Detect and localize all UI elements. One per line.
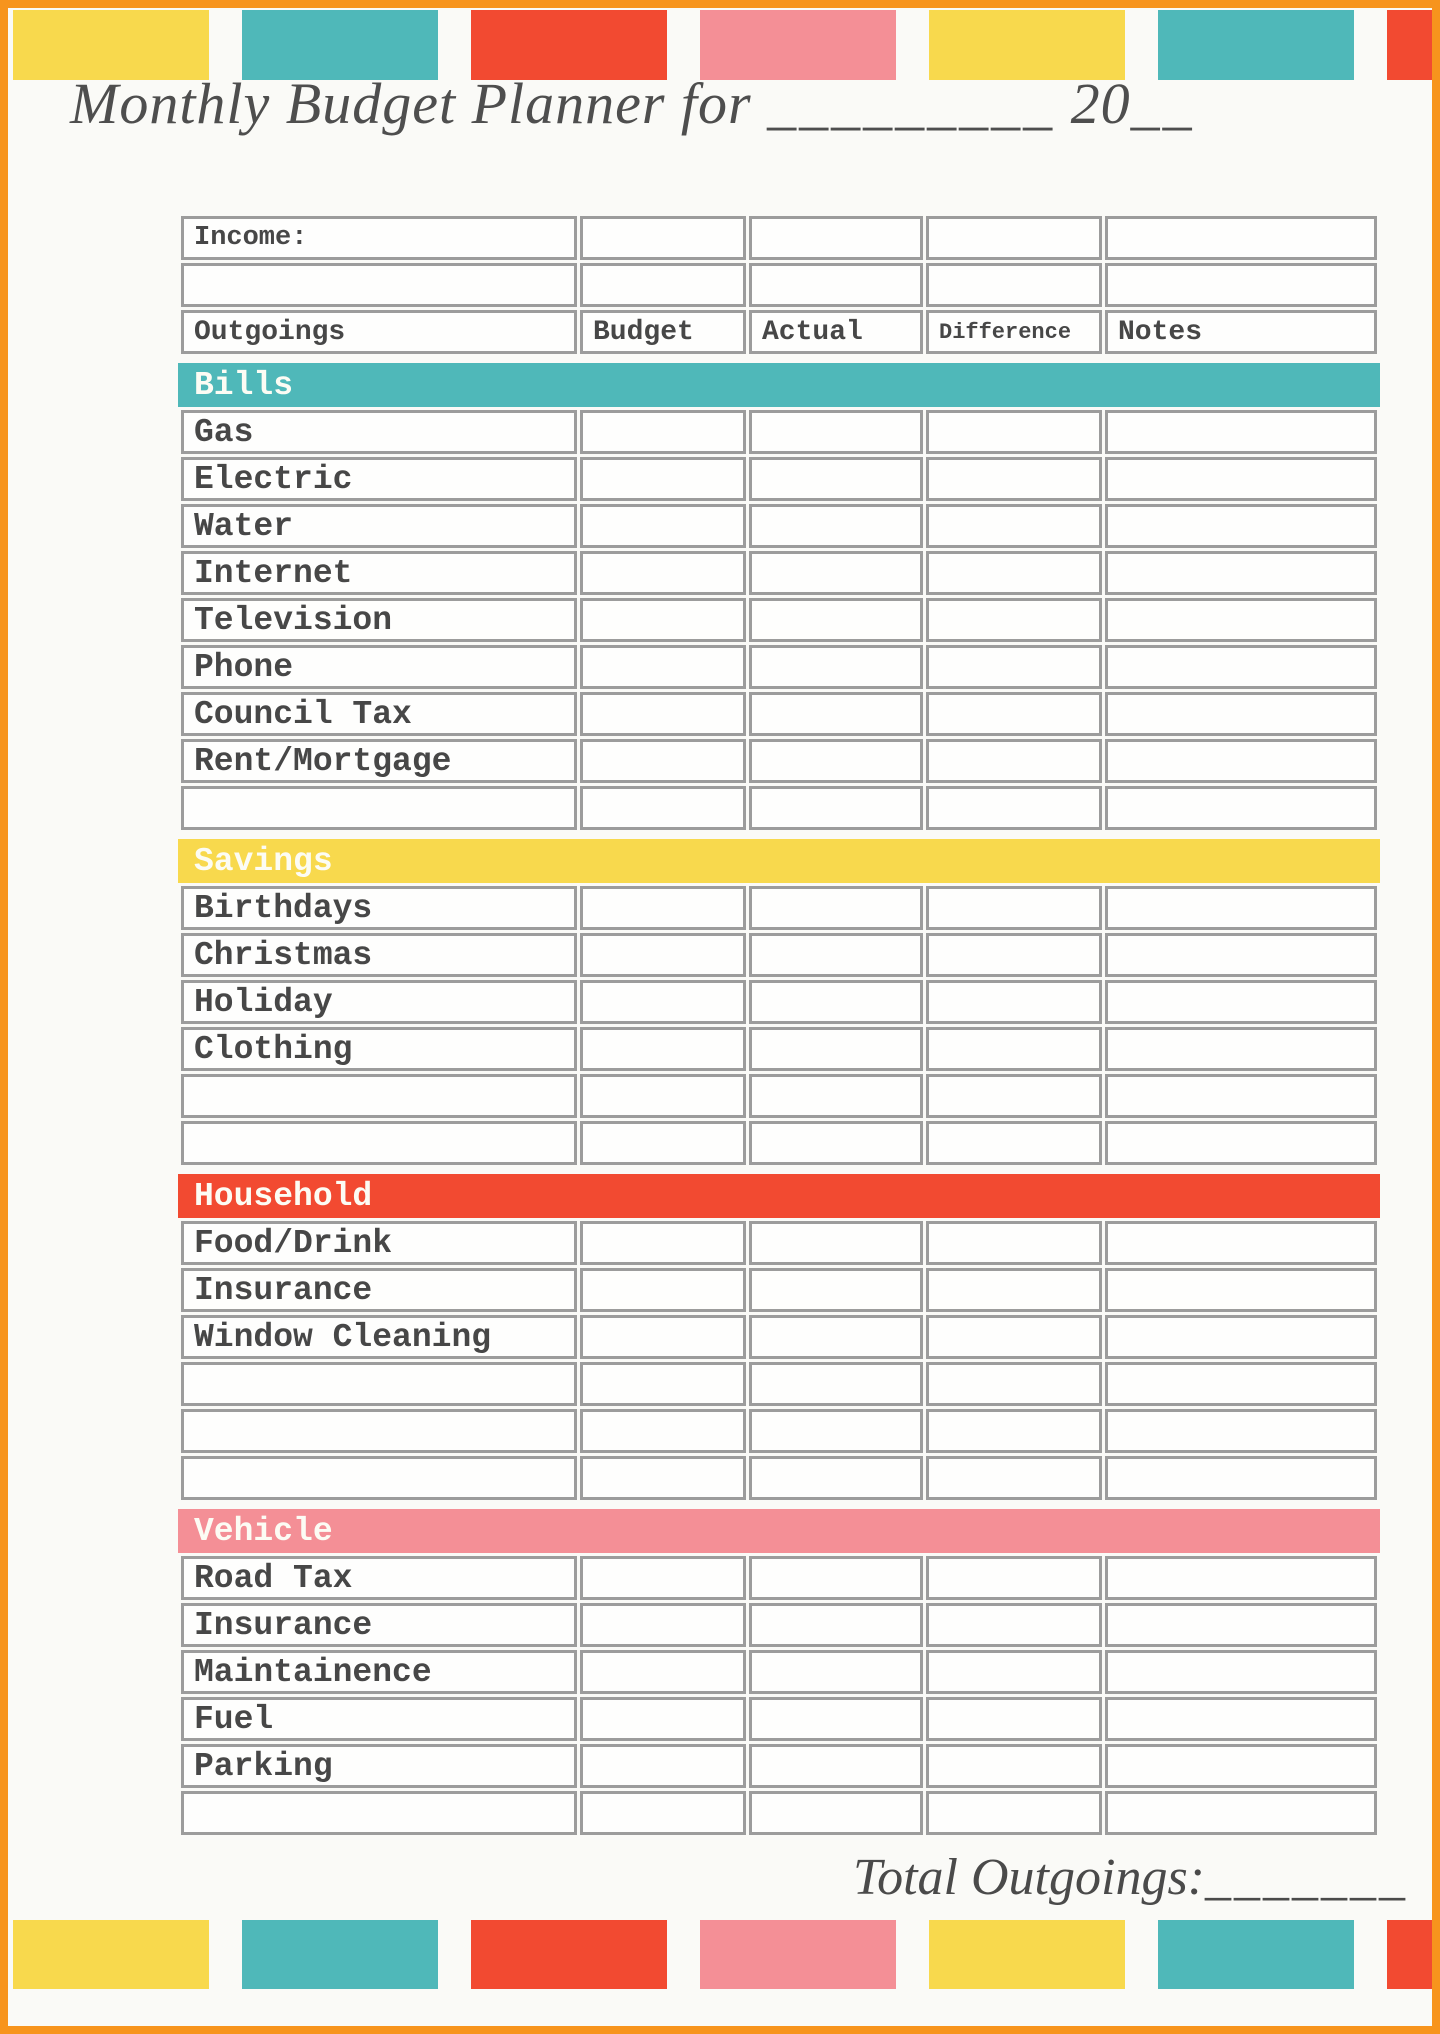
entry-cell xyxy=(1105,739,1377,783)
entry-cell xyxy=(749,886,923,930)
entry-cell xyxy=(1105,1362,1377,1406)
entry-cell xyxy=(1105,1409,1377,1453)
table-row xyxy=(181,598,1377,642)
row-label-cell: Road Tax xyxy=(181,1556,577,1600)
entry-cell xyxy=(580,692,746,736)
entry-cell xyxy=(749,645,923,689)
entry-cell xyxy=(580,263,746,307)
entry-cell xyxy=(1105,1315,1377,1359)
entry-cell xyxy=(1105,1456,1377,1500)
entry-cell xyxy=(749,739,923,783)
entry-cell xyxy=(749,1697,923,1741)
entry-cell xyxy=(580,1027,746,1071)
entry-cell xyxy=(1105,216,1377,260)
header-cell: Actual xyxy=(749,310,923,354)
section-table-bills xyxy=(178,407,1380,833)
entry-cell xyxy=(580,1074,746,1118)
entry-cell xyxy=(926,1409,1102,1453)
entry-cell xyxy=(926,504,1102,548)
entry-cell xyxy=(749,980,923,1024)
entry-cell xyxy=(181,1791,577,1835)
entry-cell xyxy=(181,1074,577,1118)
entry-cell xyxy=(749,1121,923,1165)
entry-cell xyxy=(926,1650,1102,1694)
entry-cell xyxy=(1105,1791,1377,1835)
entry-cell xyxy=(926,692,1102,736)
entry-cell xyxy=(749,1027,923,1071)
entry-cell xyxy=(580,1315,746,1359)
entry-cell xyxy=(580,1603,746,1647)
row-label-cell: Water xyxy=(181,504,577,548)
table-row xyxy=(181,933,1377,977)
entry-cell xyxy=(926,933,1102,977)
entry-cell xyxy=(580,645,746,689)
entry-cell xyxy=(1105,692,1377,736)
table-row xyxy=(181,1315,1377,1359)
entry-cell xyxy=(580,1744,746,1788)
income-table xyxy=(178,213,1380,357)
section-table-household xyxy=(178,1218,1380,1503)
entry-cell xyxy=(926,1027,1102,1071)
row-label-cell: Internet xyxy=(181,551,577,595)
entry-cell xyxy=(749,1315,923,1359)
entry-cell xyxy=(181,263,577,307)
table-row xyxy=(181,1603,1377,1647)
table-row xyxy=(181,1650,1377,1694)
entry-cell xyxy=(926,1315,1102,1359)
entry-cell xyxy=(749,1791,923,1835)
entry-cell xyxy=(926,786,1102,830)
entry-cell xyxy=(749,457,923,501)
entry-cell xyxy=(926,551,1102,595)
table-row xyxy=(181,1121,1377,1165)
row-label-cell: Birthdays xyxy=(181,886,577,930)
section-banner-vehicle: Vehicle xyxy=(178,1509,1380,1553)
entry-cell xyxy=(926,1268,1102,1312)
total-outgoings-blank-line: _______ xyxy=(1205,1849,1408,1906)
total-outgoings-label: Total Outgoings: xyxy=(852,1849,1205,1906)
entry-cell xyxy=(580,410,746,454)
entry-cell xyxy=(749,598,923,642)
entry-cell xyxy=(580,1697,746,1741)
entry-cell xyxy=(749,263,923,307)
entry-cell xyxy=(580,980,746,1024)
entry-cell xyxy=(181,1456,577,1500)
entry-cell xyxy=(580,1268,746,1312)
entry-cell xyxy=(926,1121,1102,1165)
entry-cell xyxy=(580,457,746,501)
entry-cell xyxy=(749,1456,923,1500)
entry-cell xyxy=(926,1456,1102,1500)
table-row xyxy=(181,1697,1377,1741)
entry-cell xyxy=(181,786,577,830)
row-label-cell: Insurance xyxy=(181,1603,577,1647)
table-row xyxy=(181,1791,1377,1835)
header-cell: Difference xyxy=(926,310,1102,354)
entry-cell xyxy=(926,1791,1102,1835)
table-row xyxy=(181,692,1377,736)
entry-cell xyxy=(1105,1268,1377,1312)
entry-cell xyxy=(749,551,923,595)
section-table-vehicle xyxy=(178,1553,1380,1838)
table-row xyxy=(181,216,1377,260)
color-block-red xyxy=(1387,10,1437,80)
budget-table xyxy=(178,213,1380,1838)
row-label-cell: Parking xyxy=(181,1744,577,1788)
entry-cell xyxy=(1105,457,1377,501)
row-label-cell: Rent/Mortgage xyxy=(181,739,577,783)
entry-cell xyxy=(749,1603,923,1647)
color-block-pink xyxy=(700,1920,896,1989)
entry-cell xyxy=(1105,886,1377,930)
entry-cell xyxy=(580,933,746,977)
entry-cell xyxy=(1105,980,1377,1024)
row-label-cell: Window Cleaning xyxy=(181,1315,577,1359)
entry-cell xyxy=(926,263,1102,307)
entry-cell xyxy=(749,216,923,260)
bottom-color-strip xyxy=(8,1920,1437,1989)
entry-cell xyxy=(580,1409,746,1453)
table-row xyxy=(181,1268,1377,1312)
entry-cell xyxy=(1105,1121,1377,1165)
entry-cell xyxy=(749,1221,923,1265)
table-row xyxy=(181,1362,1377,1406)
entry-cell xyxy=(580,1650,746,1694)
header-cell: Notes xyxy=(1105,310,1377,354)
entry-cell xyxy=(749,786,923,830)
section-table-savings xyxy=(178,883,1380,1168)
table-row xyxy=(181,410,1377,454)
row-label-cell: Christmas xyxy=(181,933,577,977)
entry-cell xyxy=(580,739,746,783)
entry-cell xyxy=(1105,1744,1377,1788)
color-block-red xyxy=(471,1920,667,1989)
page-title xyxy=(70,70,1195,137)
entry-cell xyxy=(926,410,1102,454)
row-label-cell: Maintainence xyxy=(181,1650,577,1694)
entry-cell xyxy=(580,504,746,548)
entry-cell xyxy=(580,598,746,642)
entry-cell xyxy=(580,216,746,260)
entry-cell xyxy=(926,980,1102,1024)
section-banner-savings: Savings xyxy=(178,839,1380,883)
entry-cell xyxy=(749,1650,923,1694)
entry-cell xyxy=(580,1121,746,1165)
title-text: Monthly Budget Planner for xyxy=(70,71,752,136)
row-label-cell: Clothing xyxy=(181,1027,577,1071)
title-year: 20 xyxy=(1070,71,1131,136)
table-row xyxy=(181,786,1377,830)
color-block-yellow xyxy=(13,1920,209,1989)
entry-cell xyxy=(749,1409,923,1453)
entry-cell xyxy=(1105,1556,1377,1600)
entry-cell xyxy=(926,1556,1102,1600)
entry-cell xyxy=(749,1362,923,1406)
header-cell: Outgoings xyxy=(181,310,577,354)
entry-cell xyxy=(1105,933,1377,977)
table-row xyxy=(181,645,1377,689)
table-row xyxy=(181,1027,1377,1071)
entry-cell xyxy=(580,886,746,930)
entry-cell xyxy=(181,1362,577,1406)
entry-cell xyxy=(926,1074,1102,1118)
entry-cell xyxy=(926,1697,1102,1741)
entry-cell xyxy=(580,1556,746,1600)
table-header-row xyxy=(181,310,1377,354)
row-label-cell: Phone xyxy=(181,645,577,689)
entry-cell xyxy=(1105,598,1377,642)
row-label-cell: Television xyxy=(181,598,577,642)
row-label-cell: Holiday xyxy=(181,980,577,1024)
table-row xyxy=(181,1744,1377,1788)
entry-cell xyxy=(926,1744,1102,1788)
entry-cell xyxy=(926,645,1102,689)
entry-cell xyxy=(1105,645,1377,689)
entry-cell xyxy=(749,410,923,454)
entry-cell xyxy=(926,739,1102,783)
entry-cell xyxy=(1105,1603,1377,1647)
row-label-cell: Gas xyxy=(181,410,577,454)
title-year-blank: __ xyxy=(1130,71,1195,136)
entry-cell xyxy=(1105,551,1377,595)
entry-cell xyxy=(1105,1650,1377,1694)
entry-cell xyxy=(749,1744,923,1788)
color-block-yellow xyxy=(929,1920,1125,1989)
table-row xyxy=(181,504,1377,548)
entry-cell xyxy=(580,1362,746,1406)
section-banner-bills: Bills xyxy=(178,363,1380,407)
entry-cell xyxy=(926,598,1102,642)
table-row xyxy=(181,1074,1377,1118)
table-row xyxy=(181,886,1377,930)
color-block-teal xyxy=(242,1920,438,1989)
table-row xyxy=(181,739,1377,783)
entry-cell xyxy=(1105,1221,1377,1265)
table-row xyxy=(181,1456,1377,1500)
entry-cell xyxy=(1105,263,1377,307)
entry-cell xyxy=(1105,1074,1377,1118)
entry-cell xyxy=(926,886,1102,930)
row-label-cell: Electric xyxy=(181,457,577,501)
header-cell: Budget xyxy=(580,310,746,354)
entry-cell xyxy=(1105,786,1377,830)
entry-cell xyxy=(580,1221,746,1265)
entry-cell xyxy=(580,1456,746,1500)
entry-cell xyxy=(181,1121,577,1165)
row-label-cell: Insurance xyxy=(181,1268,577,1312)
entry-cell xyxy=(580,786,746,830)
table-row xyxy=(181,457,1377,501)
section-banner-household: Household xyxy=(178,1174,1380,1218)
row-label-cell: Council Tax xyxy=(181,692,577,736)
color-block-red xyxy=(1387,1920,1437,1989)
entry-cell xyxy=(1105,410,1377,454)
row-label-cell: Fuel xyxy=(181,1697,577,1741)
entry-cell xyxy=(1105,504,1377,548)
income-label-cell: Income: xyxy=(181,216,577,260)
entry-cell xyxy=(749,504,923,548)
entry-cell xyxy=(926,1362,1102,1406)
entry-cell xyxy=(926,1221,1102,1265)
entry-cell xyxy=(1105,1697,1377,1741)
entry-cell xyxy=(1105,1027,1377,1071)
table-row xyxy=(181,980,1377,1024)
total-outgoings xyxy=(853,1848,1408,1907)
entry-cell xyxy=(580,551,746,595)
entry-cell xyxy=(749,933,923,977)
title-blank-line: _________ xyxy=(767,71,1056,136)
entry-cell xyxy=(749,1074,923,1118)
entry-cell xyxy=(749,1556,923,1600)
row-label-cell: Food/Drink xyxy=(181,1221,577,1265)
table-row xyxy=(181,263,1377,307)
entry-cell xyxy=(926,216,1102,260)
color-block-teal xyxy=(1158,1920,1354,1989)
table-row xyxy=(181,1409,1377,1453)
entry-cell xyxy=(749,1268,923,1312)
entry-cell xyxy=(926,1603,1102,1647)
table-row xyxy=(181,1556,1377,1600)
entry-cell xyxy=(580,1791,746,1835)
entry-cell xyxy=(181,1409,577,1453)
entry-cell xyxy=(749,692,923,736)
table-row xyxy=(181,1221,1377,1265)
entry-cell xyxy=(926,457,1102,501)
table-row xyxy=(181,551,1377,595)
